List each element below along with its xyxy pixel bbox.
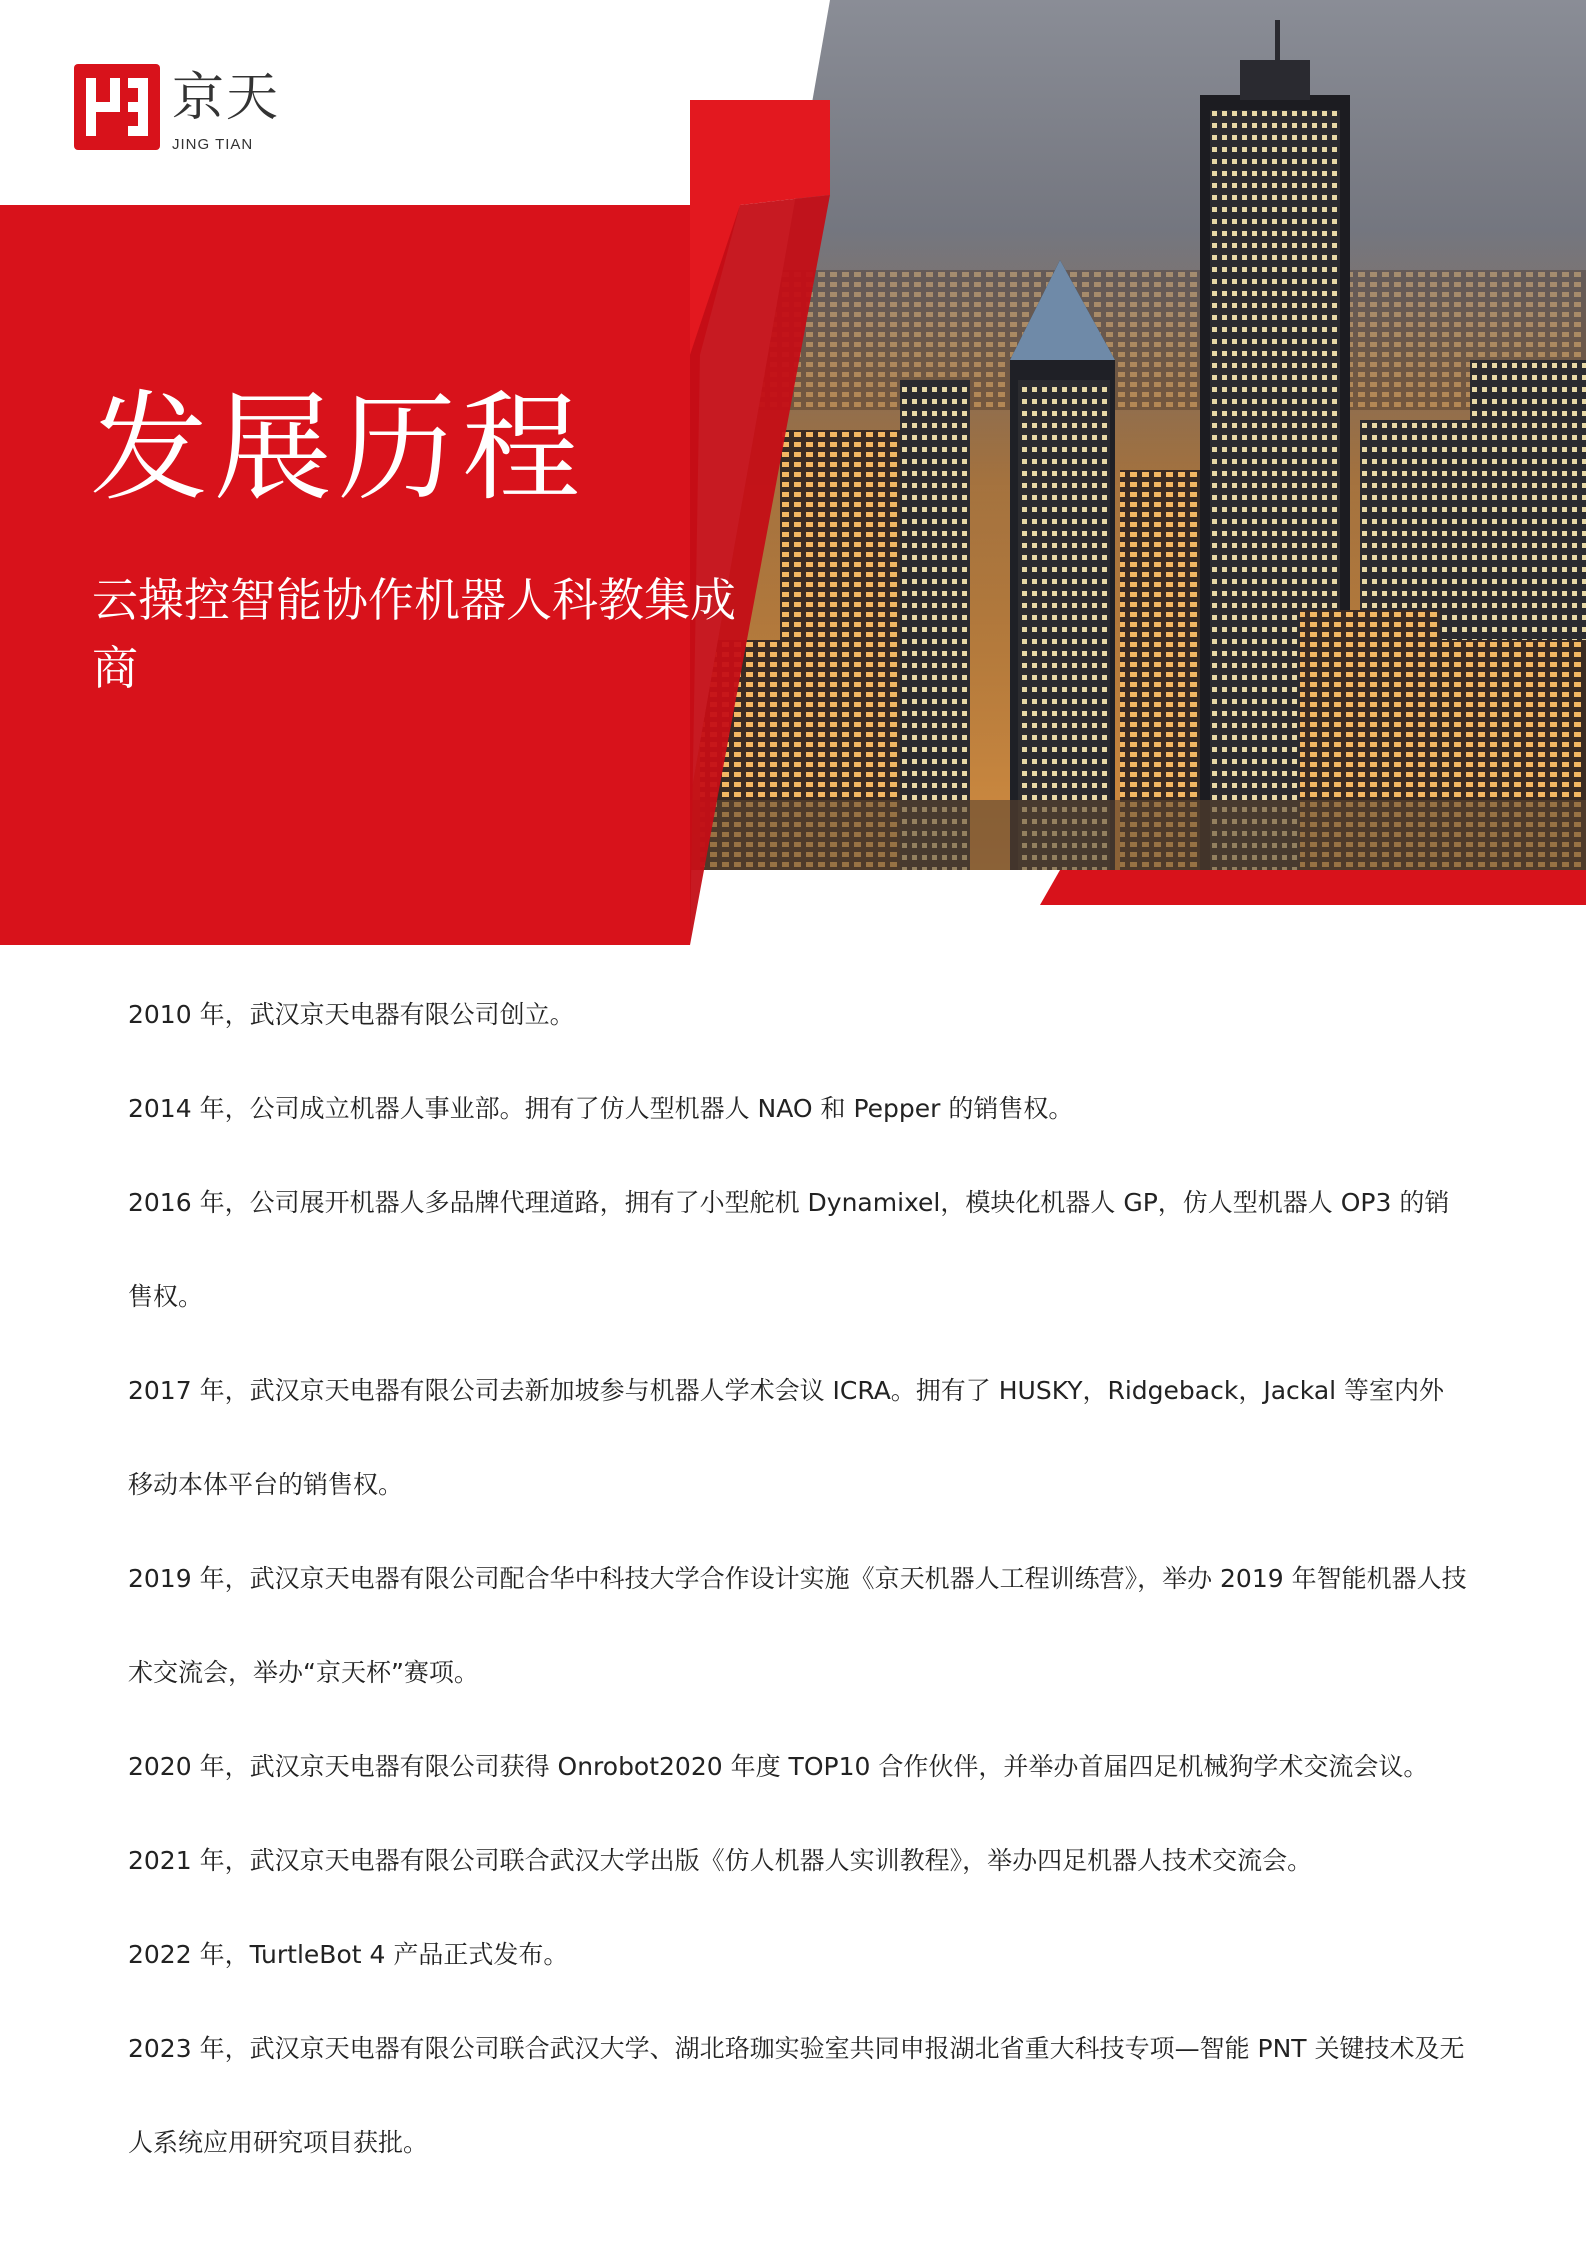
timeline-item-2019: 2019 年，武汉京天电器有限公司配合华中科技大学合作设计实施《京天机器人工程训练营》，举办 2019 年智能机器人技术交流会，举办“京天杯”赛项。 <box>128 1564 1467 1687</box>
logo-subtitle: JING TIAN <box>172 136 254 153</box>
timeline-item-2021: 2021 年，武汉京天电器有限公司联合武汉大学出版《仿人机器人实训教程》，举办四足机器人技术交流会。 <box>128 1846 1313 1875</box>
timeline-item-2016: 2016 年，公司展开机器人多品牌代理道路，拥有了小型舵机 Dynamixel，模块化机器人 GP，仿人型机器人 OP3 的销售权。 <box>128 1188 1450 1311</box>
timeline-item-2020: 2020 年，武汉京天电器有限公司获得 Onrobot2020 年度 TOP10 合作伙伴，并举办首届四足机械狗学术交流会议。 <box>128 1752 1429 1781</box>
page-title: 发展历程 <box>90 379 587 517</box>
timeline-item-2014: 2014 年，公司成立机器人事业部。拥有了仿人型机器人 NAO 和 Pepper 的销售权。 <box>128 1094 1074 1123</box>
logo-name: 京天 <box>172 68 281 128</box>
red-accent-strip <box>1040 870 1586 905</box>
company-logo <box>74 64 294 164</box>
timeline-item-2017: 2017 年，武汉京天电器有限公司去新加坡参与机器人学术会议 ICRA。拥有了 HUSKY，Ridgeback，Jackal 等室内外移动本体平台的销售权。 <box>128 1376 1445 1499</box>
timeline-item-2010: 2010 年，武汉京天电器有限公司创立。 <box>128 1000 575 1029</box>
timeline-item-2023: 2023 年，武汉京天电器有限公司联合武汉大学、湖北珞珈实验室共同申报湖北省重大科技专项—智能 PNT 关键技术及无人系统应用研究项目获批。 <box>128 2034 1465 2157</box>
timeline-list <box>128 968 1468 2190</box>
timeline-item-2022: 2022 年，TurtleBot 4 产品正式发布。 <box>128 1940 569 1969</box>
page-subtitle: 云操控智能协作机器人科教集成商 <box>92 573 736 695</box>
logo-mark-icon <box>74 64 160 150</box>
